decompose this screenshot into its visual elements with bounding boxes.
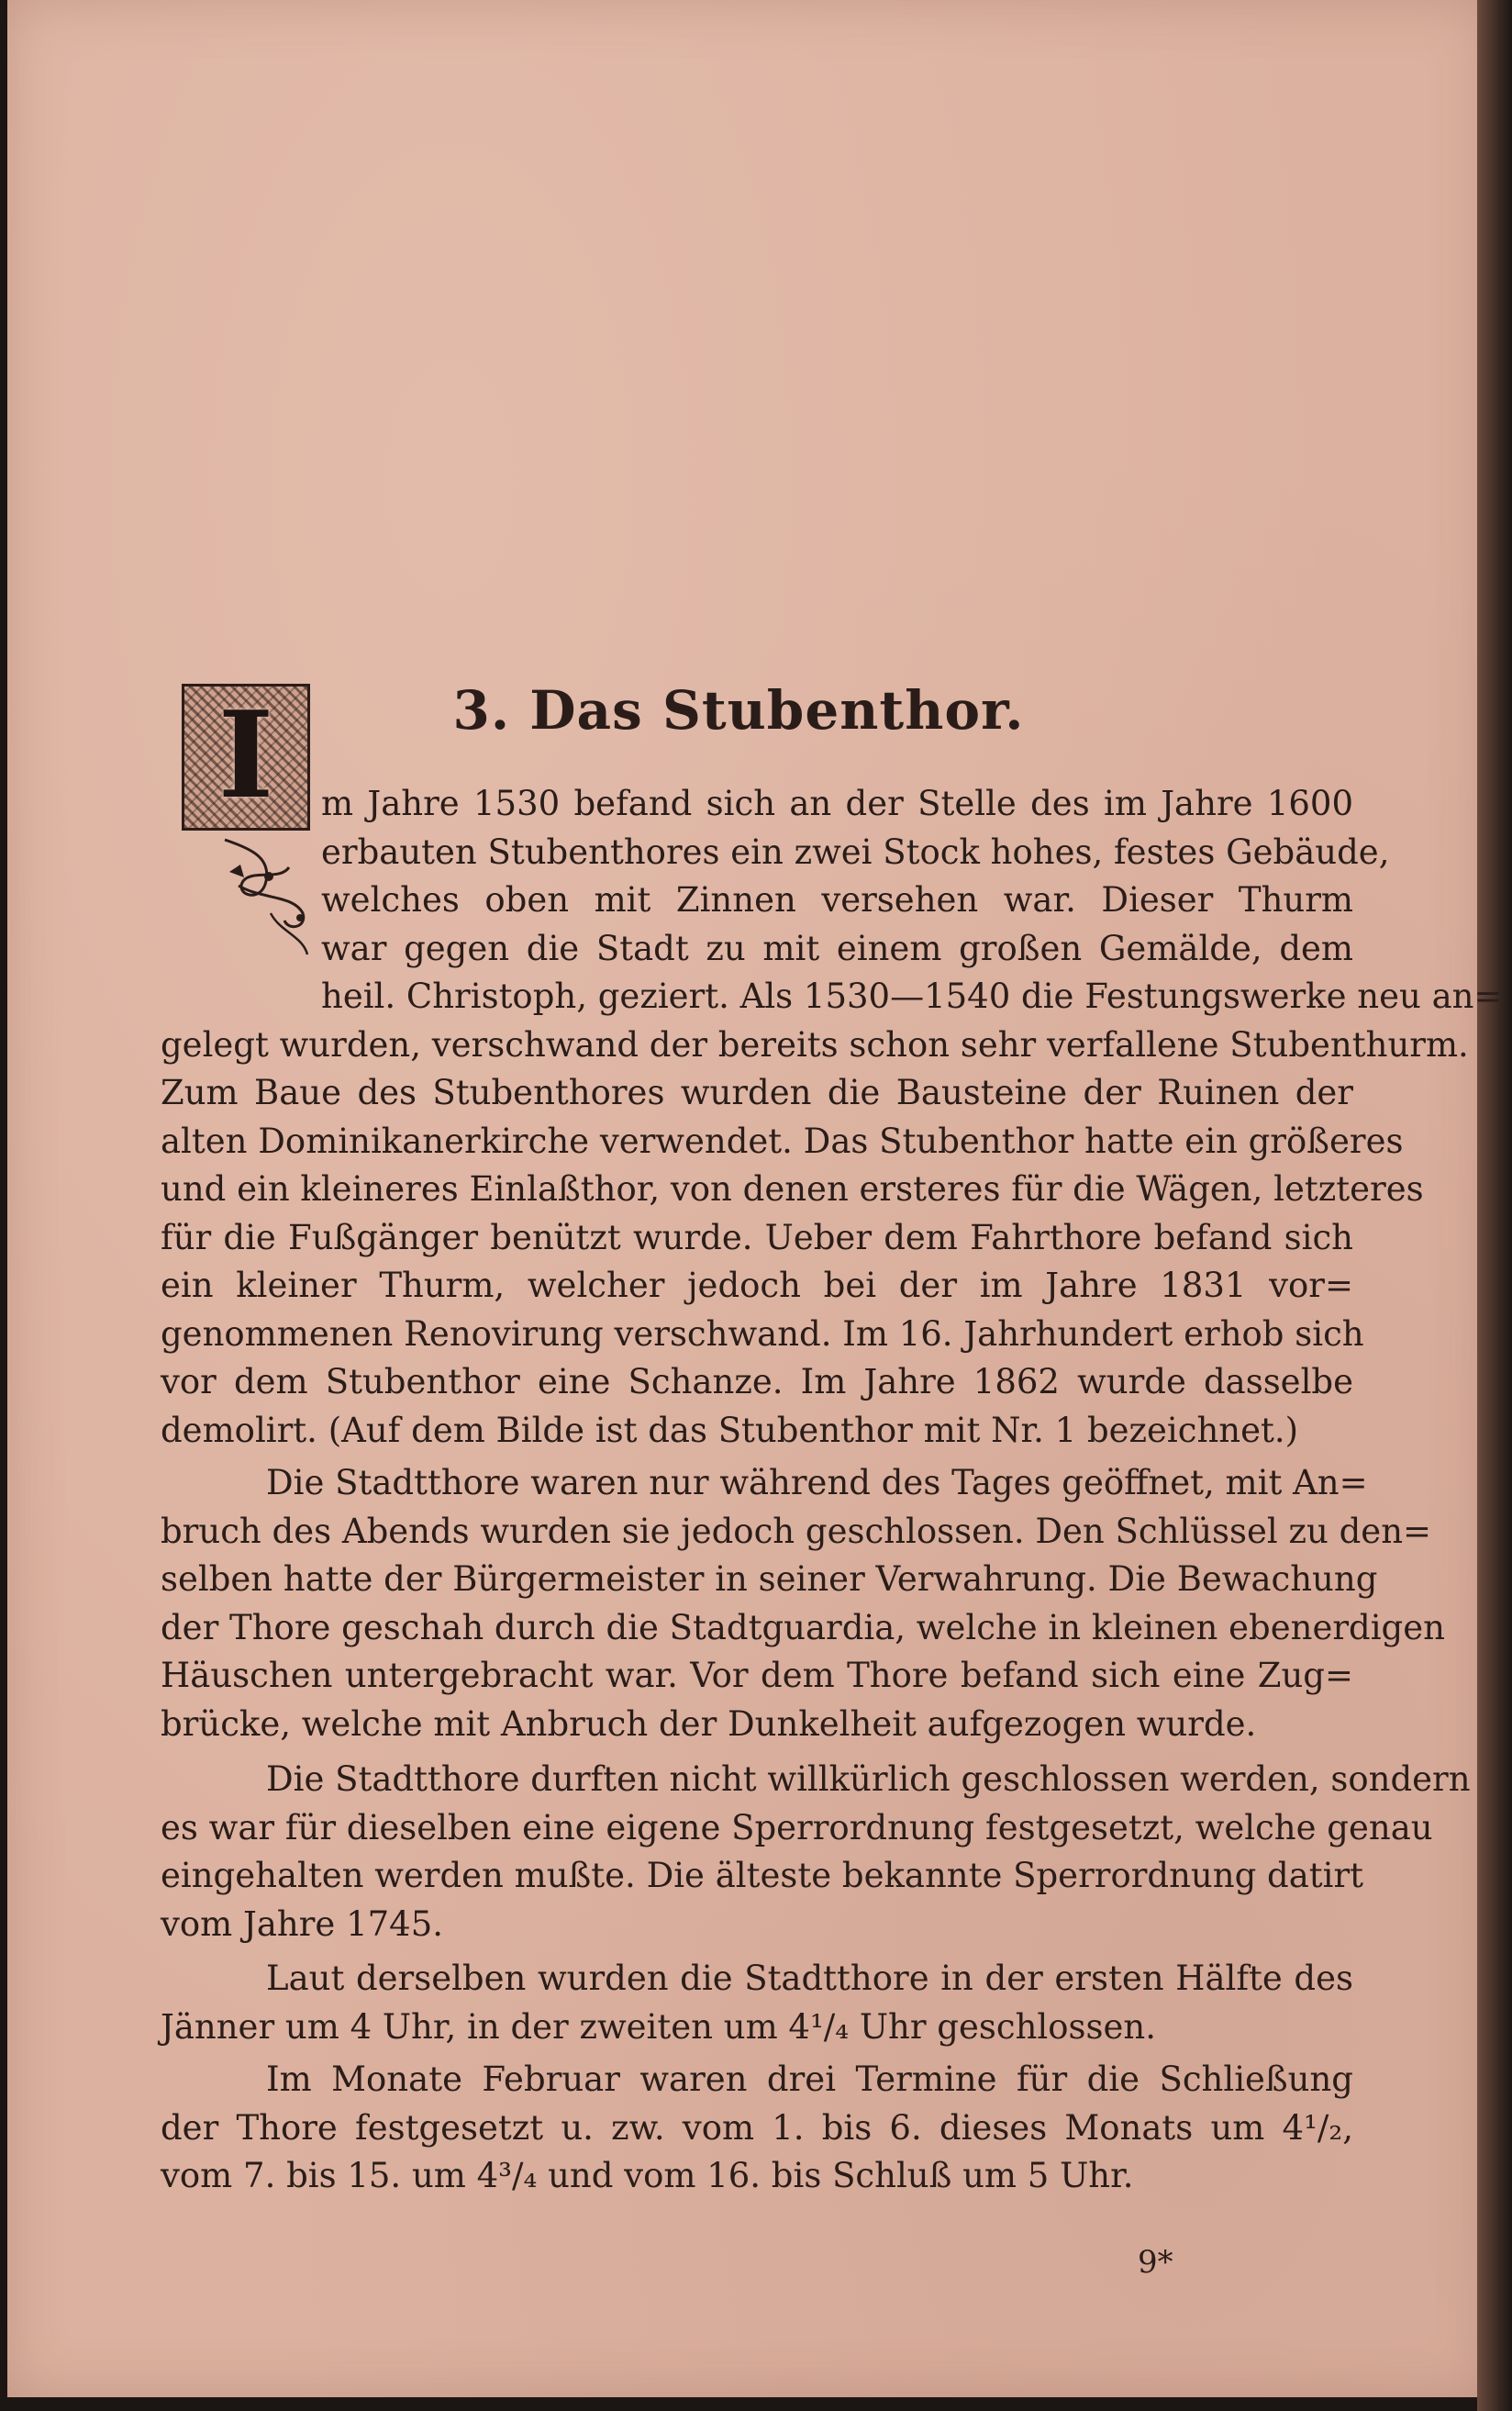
page-edge-shadow [1477, 0, 1512, 2411]
paragraph-3 [161, 1756, 1471, 1948]
text-line: es war für dieselben eine eigene Sperrordnung festgesetzt, welche genau [161, 1807, 1433, 1847]
text-line: Zum Baue des Stubenthores wurden die Bausteine der Ruinen der [161, 1073, 1353, 1112]
text-line: und ein kleineres Einlaßthor, von denen ersteres für die Wägen, letzteres [161, 1169, 1424, 1209]
initial-letter: I [217, 685, 274, 825]
text-line: ein kleiner Thurm, welcher jedoch bei der im Jahre 1831 vor= [161, 1266, 1353, 1305]
paragraph-4 [161, 1955, 1353, 2051]
text-line: brücke, welche mit Anbruch der Dunkelheit aufgezogen wurde. [161, 1703, 1257, 1744]
text-line: vor dem Stubenthor eine Schanze. Im Jahre 1862 wurde dasselbe [161, 1362, 1353, 1401]
text-line: Die Stadtthore durften nicht willkürlich geschlossen werden, sondern [266, 1759, 1471, 1799]
paragraph-1 [161, 780, 1503, 1455]
text-line: gelegt wurden, verschwand der bereits schon sehr verfallene Stubenthurm. [161, 1024, 1469, 1065]
text-line: erbauten Stubenthores ein zwei Stock hohes, festes Gebäude, [321, 832, 1390, 872]
text-line: Jänner um 4 Uhr, in der zweiten um 4¹/₄ Uhr geschlossen. [161, 2006, 1156, 2047]
text-line: alten Dominikanerkirche verwendet. Das Stubenthor hatte ein größeres [161, 1121, 1404, 1161]
text-line: m Jahre 1530 befand sich an der Stelle des im Jahre 1600 [321, 784, 1353, 823]
text-line: vom 7. bis 15. um 4³/₄ und vom 16. bis Schluß um 5 Uhr. [161, 2156, 1134, 2195]
text-line: vom Jahre 1745. [161, 1903, 444, 1944]
paragraph-5 [161, 2056, 1353, 2201]
text-line: bruch des Abends wurden sie jedoch geschlossen. Den Schlüssel zu den= [161, 1511, 1432, 1551]
text-line: eingehalten werden mußte. Die älteste bekannte Sperrordnung datirt [161, 1856, 1364, 1895]
text-line: Häuschen untergebracht war. Vor dem Thore befand sich eine Zug= [161, 1656, 1353, 1695]
text-line: war gegen die Stadt zu mit einem großen Gemälde, dem [321, 928, 1353, 968]
chapter-title: 3. Das Stubenthor. [452, 679, 1025, 742]
text-line: der Thore festgesetzt u. zw. vom 1. bis 6. dieses Monats um 4¹/₂, [161, 2107, 1353, 2148]
paragraph-2 [161, 1459, 1445, 1748]
text-line: Die Stadtthore waren nur während des Tages geöffnet, mit An= [266, 1463, 1368, 1502]
text-line: genommenen Renovirung verschwand. Im 16. Jahrhundert erhob sich [161, 1313, 1364, 1354]
text-line: für die Fußgänger benützt wurde. Ueber dem Fahrthore befand sich [161, 1217, 1353, 1257]
text-line: selben hatte der Bürgermeister in seiner Verwahrung. Die Bewachung [161, 1559, 1378, 1599]
text-line: welches oben mit Zinnen versehen war. Dieser Thurm [321, 880, 1353, 920]
text-line: Laut derselben wurden die Stadtthore in der ersten Hälfte des [266, 1959, 1353, 1998]
text-line: demolirt. (Auf dem Bilde ist das Stubenthor mit Nr. 1 bezeichnet.) [161, 1410, 1299, 1450]
text-line: der Thore geschah durch die Stadtguardia, welche in kleinen ebenerdigen [161, 1607, 1445, 1647]
text-line: Im Monate Februar waren drei Termine für die Schließung [266, 2059, 1353, 2099]
text-line: heil. Christoph, geziert. Als 1530—1540 die Festungswerke neu an= [321, 977, 1503, 1016]
page-number: 9* [1138, 2244, 1173, 2281]
